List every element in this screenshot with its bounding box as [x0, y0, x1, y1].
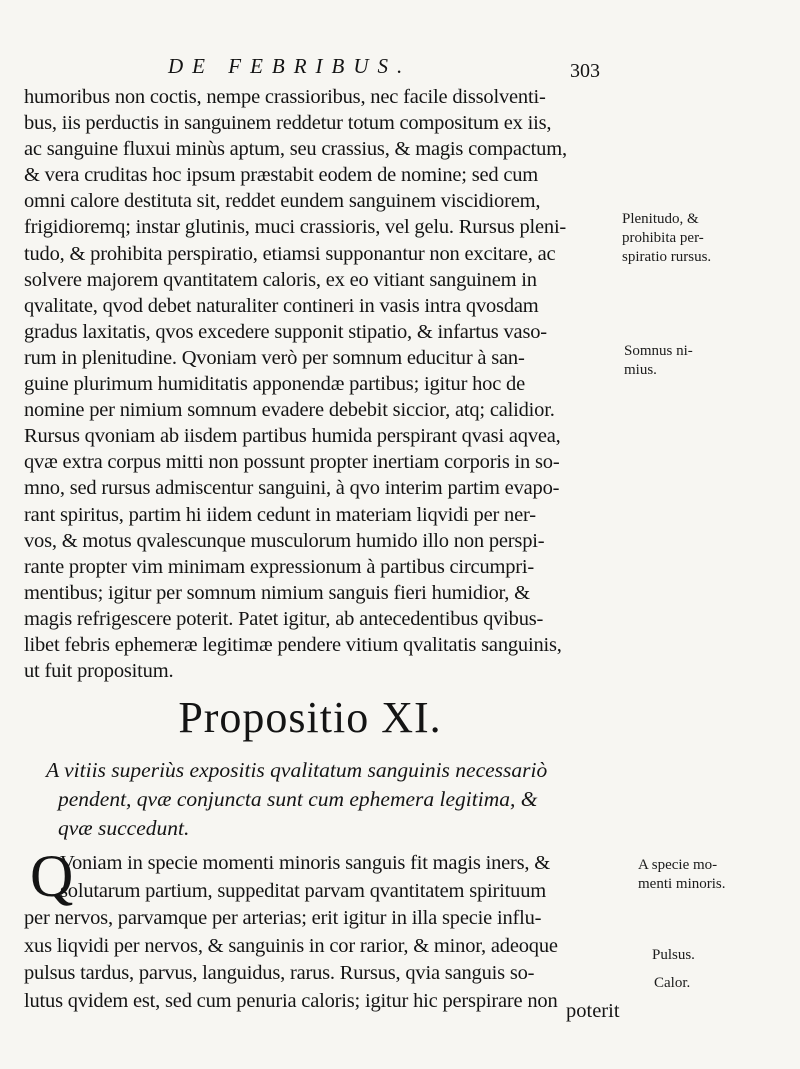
- proposition-title: Propositio XI.: [178, 693, 442, 742]
- margin-note-line: prohibita per-: [622, 230, 704, 246]
- text-line: solvere majorem qvantitatem caloris, ex eo vitiant sanguinem in: [24, 268, 537, 291]
- text-line: frigidioremq; instar glutinis, muci crassioris, vel gelu. Rursus pleni-: [24, 216, 567, 239]
- text-line: per nervos, parvamque per arterias; erit igitur in illa specie influ-: [24, 907, 542, 930]
- margin-note-line: A specie mo-: [638, 857, 718, 873]
- text-line: libet febris ephemeræ legitimæ pendere vitium qvalitatis sanguinis,: [24, 633, 562, 656]
- margin-note-pulsus: Pulsus.: [652, 947, 695, 963]
- text-line: qvalitate, qvod debet naturaliter contineri in vasis intra qvosdam: [24, 294, 539, 317]
- catchword: poterit: [566, 1000, 620, 1022]
- margin-note-line: Plenitudo, &: [622, 211, 699, 227]
- text-line: nomine per nimium somnum evadere debebit siccior, atq; calidior.: [24, 399, 555, 422]
- text-line: rante propter vim minimam expressionum à partibus circumpri-: [24, 555, 535, 578]
- margin-note-line: Somnus ni-: [624, 343, 693, 359]
- text-line: ac sanguine fluxui minùs aptum, seu crassius, & magis compactum,: [24, 138, 567, 161]
- main-paragraph: [24, 84, 614, 684]
- text-line: rum in plenitudine. Qvoniam verò per somnum educitur à san-: [24, 346, 525, 369]
- margin-note-line: menti minoris.: [638, 876, 726, 892]
- statement-line: qvæ succedunt.: [58, 816, 190, 840]
- text-line: humoribus non coctis, nempe crassioribus, nec facile dissolventi-: [24, 86, 546, 108]
- text-line: mentibus; igitur per somnum nimium sanguis fieri humidior, &: [24, 581, 530, 604]
- margin-note-somnus: [624, 342, 693, 380]
- text-line: rant spiritus, partim hi iidem cedunt in materiam liqvidi per ner-: [24, 503, 536, 526]
- drop-cap: Q: [30, 843, 74, 909]
- text-line: vos, & motus qvalescunque musculorum humido illo non perspi-: [24, 529, 545, 552]
- text-line: guine plurimum humiditatis apponendæ partibus; igitur hoc de: [24, 373, 526, 396]
- text-line: tudo, & prohibita perspiratio, etiamsi supponantur non excitare, ac: [24, 242, 556, 265]
- text-line: mno, sed rursus admiscentur sanguini, à qvo interim partim evapo-: [24, 477, 560, 500]
- text-line: gradus laxitatis, qvos excedere supponit stipatio, & infartus vaso-: [24, 320, 547, 343]
- statement-line: A vitiis superiùs expositis qvalitatum sanguinis necessariò: [46, 758, 548, 782]
- text-line: ut fuit propositum.: [24, 660, 174, 683]
- text-line: bus, iis perductis in sanguinem reddetur totum compositum ex iis,: [24, 112, 552, 135]
- margin-note-line: spiratio rursus.: [622, 249, 712, 265]
- text-line: & vera cruditas hoc ipsum præstabit eodem de nomine; sed cum: [24, 164, 539, 187]
- text-line: magis refrigescere poterit. Patet igitur, ab antecedentibus qvibus-: [24, 607, 544, 630]
- margin-note-line: mius.: [624, 362, 657, 378]
- text-line: qvæ extra corpus mitti non possunt propter inertiam corporis in so-: [24, 451, 560, 474]
- text-line: pulsus tardus, parvus, languidus, rarus. Rursus, qvia sanguis so-: [24, 962, 535, 985]
- text-line: Voniam in specie momenti minoris sanguis fit magis iners, &: [60, 852, 551, 874]
- text-line: solutarum partium, suppeditat parvam qvantitatem spirituum: [60, 879, 546, 902]
- text-line: Rursus qvoniam ab iisdem partibus humida perspirant qvasi aqvea,: [24, 425, 561, 448]
- page-number: 303: [570, 60, 600, 82]
- margin-note-specie: [638, 856, 726, 894]
- margin-note-calor: Calor.: [654, 975, 691, 991]
- proposition-statement: [46, 756, 626, 843]
- text-line: xus liqvidi per nervos, & sanguinis in cor rarior, & minor, adeoque: [24, 934, 558, 957]
- text-line: omni calore destituta sit, reddet eundem sanguinem viscidiorem,: [24, 190, 541, 213]
- second-paragraph: [24, 850, 624, 1016]
- margin-note-plenitudo: [622, 210, 711, 267]
- text-line: lutus qvidem est, sed cum penuria caloris; igitur hic perspirare non: [24, 989, 558, 1012]
- statement-line: pendent, qvæ conjuncta sunt cum ephemera legitima, &: [58, 787, 538, 811]
- running-title: DE FEBRIBUS.: [168, 54, 412, 78]
